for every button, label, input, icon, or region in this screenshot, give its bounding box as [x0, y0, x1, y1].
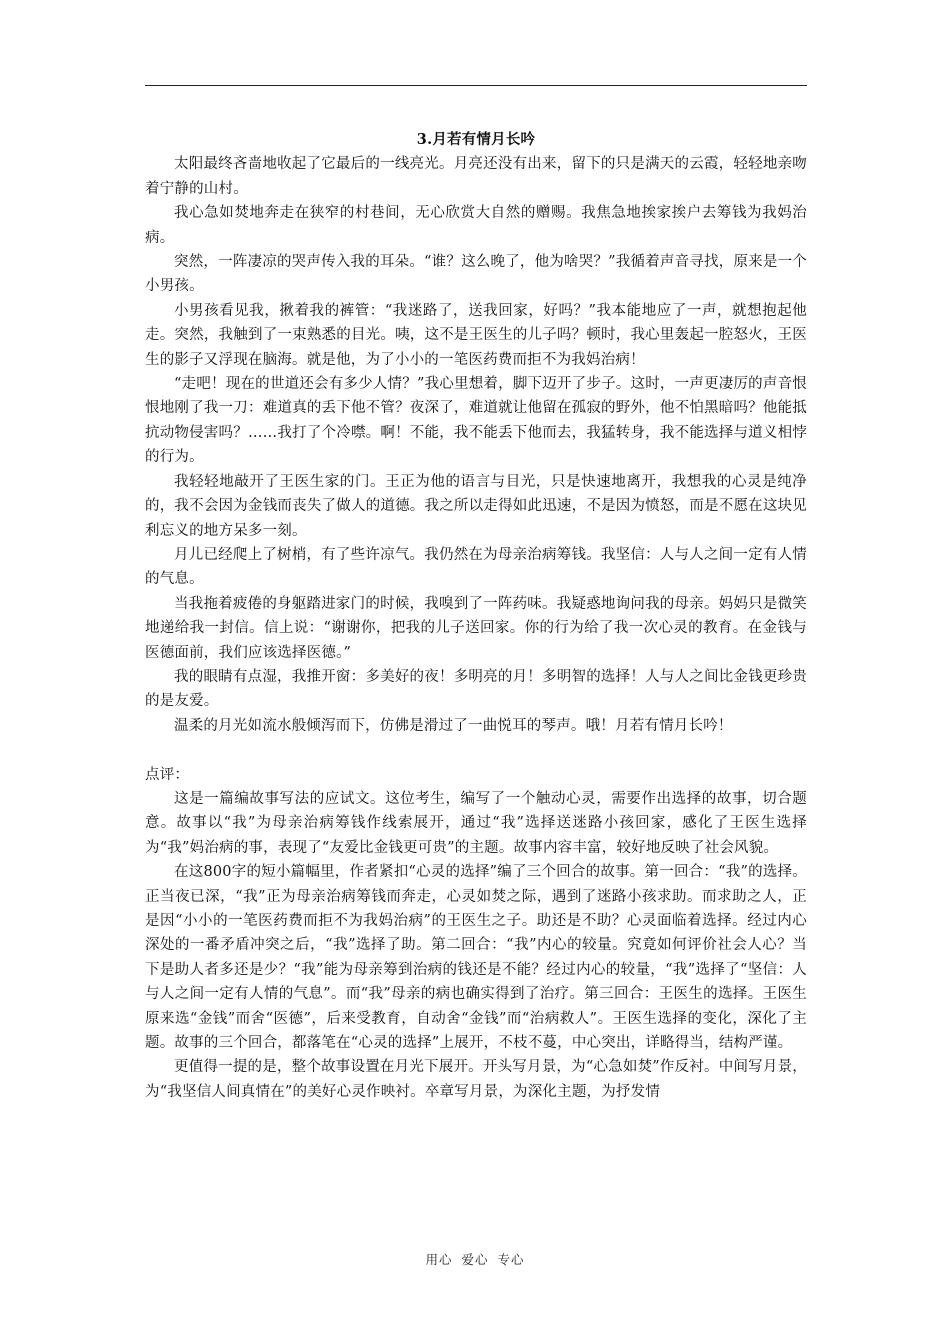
comment-paragraph-2: 在这800字的短小篇幅里，作者紧扣“心灵的选择”编了三个回合的故事。第一回合：“我”的选择。正当夜已深，“我”正为母亲治病筹钱而奔走，心灵如焚之际，遇到了迷路小孩求助。而求助之人，正是因“小小的一笔医药费而拒不为我妈治病”的王医生之子。助还是不助？心灵面临着选择。经过内心深处的一番矛盾冲突之后，“我”选择了助。第二回合：“我”内心的较量。究竟如何评价社会人心？当下是助人者多还是少？“我”能为母亲筹到治病的钱还是不能？经过内心的较量，“我”选择了“坚信：人与人之间一定有人情的气息”。而“我”母亲的病也确实得到了治疗。第三回合：王医生的选择。王医生原来选“金钱”而舍“医德”，后来受教育，自动舍“金钱”而“治病救人”。王医生选择的变化，深化了主题。故事的三个回合，都落笔在“心灵的选择”上展开，不枝不蔓，中心突出，详略得当，结构严谨。	[145, 864, 807, 1052]
story-paragraph-1: 太阳最终吝啬地收起了它最后的一线亮光。月亮还没有出来，留下的只是满天的云霞，轻轻地亲吻着宁静的山村。	[145, 156, 807, 197]
header-rule	[145, 85, 807, 86]
story-paragraph-8: 当我拖着疲倦的身躯踏进家门的时候，我嗅到了一阵药味。我疑惑地询问我的母亲。妈妈只是微笑地递给我一封信。信上说：“谢谢你，把我的儿子送回家。你的行为给了我一次心灵的教育。在金钱与医德面前，我们应该选择医德。”	[145, 595, 807, 661]
comment-label: 点评：	[145, 766, 190, 783]
story-paragraph-4: 小男孩看见我，揪着我的裤管：“我迷路了，送我回家，好吗？”我本能地应了一声，就想抱起他走。突然，我触到了一束熟悉的目光。咦，这不是王医生的儿子吗？顿时，我心里轰起一腔怒火，王医生的影子又浮现在脑海。就是他，为了小小的一笔医药费而拒不为我妈治病！	[145, 302, 807, 368]
story-paragraph-10: 温柔的月光如流水般倾泻而下，仿佛是滑过了一曲悦耳的琴声。哦！月若有情月长吟！	[174, 717, 733, 734]
page-footer: 用心 爱心 专心	[425, 1252, 525, 1267]
comment-paragraph-1: 这是一篇编故事写法的应试文。这位考生，编写了一个触动心灵，需要作出选择的故事，切合题意。故事以“我”为母亲治病筹钱作线索展开，通过“我”选择送迷路小孩回家，感化了王医生选择为“我”妈治病的事，表现了“友爱比金钱更可贵”的主题。故事内容丰富，较好地反映了社会风貌。	[145, 790, 807, 856]
story-paragraph-3: 突然，一阵凄凉的哭声传入我的耳朵。“谁？这么晚了，他为啥哭？”我循着声音寻找，原来是一个小男孩。	[145, 254, 807, 295]
story-paragraph-7: 月儿已经爬上了树梢，有了些许凉气。我仍然在为母亲治病筹钱。我坚信：人与人之间一定有人情的气息。	[145, 546, 807, 588]
story-paragraph-6: 我轻轻地敲开了王医生家的门。王正为他的语言与目光，只是快速地离开，我想我的心灵是纯净的，我不会因为金钱而丧失了做人的道德。我之所以走得如此迅速，不是因为愤怒，而是不愿在这块见利忘义的地方呆多一刻。	[145, 473, 807, 539]
document-body	[145, 128, 807, 1104]
story-paragraph-9: 我的眼睛有点湿，我推开窗：多美好的夜！多明亮的月！多明智的选择！人与人之间比金钱更珍贵的是友爱。	[145, 668, 807, 710]
comment-paragraph-3: 更值得一提的是，整个故事设置在月光下展开。开头写月景，为“心急如焚”作反衬。中间写月景，为“我坚信人间真情在”的美好心灵作映衬。卒章写月景，为深化主题，为抒发情	[145, 1059, 807, 1100]
essay-title: 3.月若有情月长吟	[416, 131, 536, 148]
story-paragraph-2: 我心急如焚地奔走在狭窄的村巷间，无心欣赏大自然的赠赐。我焦急地挨家挨户去筹钱为我妈治病。	[145, 205, 807, 246]
story-paragraph-5: “走吧！现在的世道还会有多少人情？”我心里想着，脚下迈开了步子。这时，一声更凄厉的声音恨恨地刚了我一刀：难道真的丢下他不管？夜深了，难道就让他留在孤寂的野外，他不怕黑暗吗？他能抵抗动物侵害吗？……我打了个冷噤。啊！不能，我不能丢下他而去，我猛转身，我不能选择与道义相悖的行为。	[145, 376, 807, 466]
